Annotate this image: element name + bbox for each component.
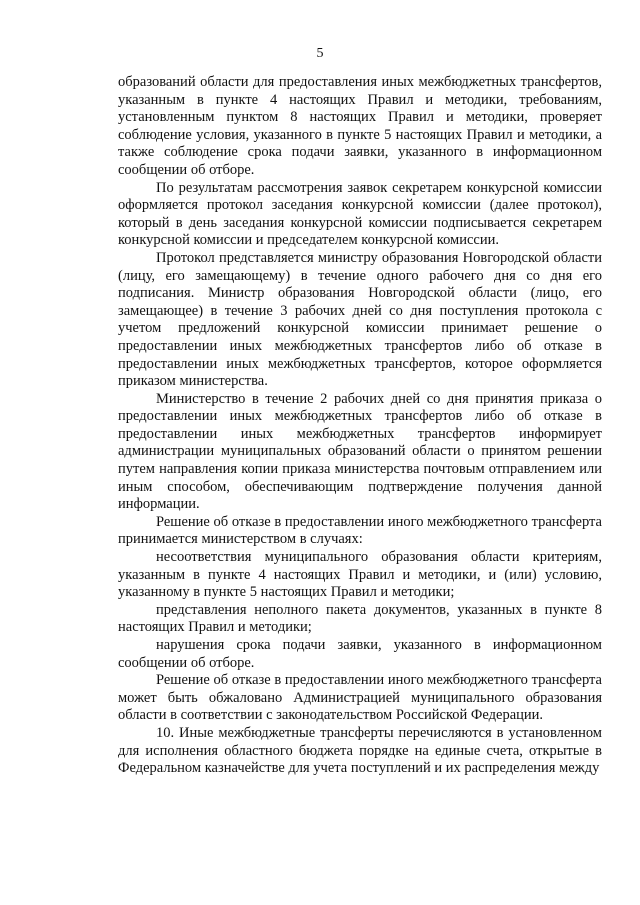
paragraph-protocol-formation: По результатам рассмотрения заявок секретарем конкурсной комиссии оформляется протокол заседания конкурсной комиссии (далее протокол), который в день заседания конкурсной комиссии подписывается секретарем конкурсной комиссии и председателем конкурсной комиссии. (118, 179, 602, 249)
list-item-deadline-violation: нарушения срока подачи заявки, указанного в информационном сообщении об отборе. (118, 637, 602, 671)
paragraph-protocol-submission: Протокол представляется министру образования Новгородской области (лицу, его замещающему) в течение одного рабочего дня со дня его подписания. Министр образования Новгородской области (лицо, его замещающее) в течение 3 рабочих дней со дня поступления протокола с учетом предложений конкурсной комиссии принимает решение о предоставлении иных межбюджетных трансфертов либо об отказе в предоставлении иных межбюджетных трансфертов, которое оформляется приказом министерства. (118, 249, 602, 390)
paragraph-ministry-notification: Министерство в течение 2 рабочих дней со дня принятия приказа о предоставлении иных межбюджетных трансфертов либо об отказе в предоставлении иных межбюджетных трансфертов информирует администрации муниципальных образований области о принятом решении путем направления копии приказа министерства почтовым отправлением или иным способом, обеспечивающим подтверждение получения данной информации. (118, 390, 602, 513)
paragraph-section-10: 10. Иные межбюджетные трансферты перечисляются в установленном для исполнения областного бюджета порядке на единые счета, открытые в Федеральном казначействе для учета поступлений и их распределения между (118, 724, 602, 777)
list-item-criteria-mismatch: несоответствия муниципального образования области критериям, указанным в пункте 4 настоящих Правил и методики, и (или) условию, указанному в пункте 5 настоящих Правил и методики; (118, 549, 602, 601)
paragraph-appeal: Решение об отказе в предоставлении иного межбюджетного трансферта может быть обжаловано Администрацией муниципального образования области в соответствии с законодательством Российской Федерации. (118, 672, 602, 724)
page-number: 5 (316, 46, 324, 61)
document-body (118, 74, 602, 778)
paragraph-refusal-cases: Решение об отказе в предоставлении иного межбюджетного трансферта принимается министерством в случаях: (118, 513, 602, 548)
list-item-incomplete-documents: представления неполного пакета документов, указанных в пункте 8 настоящих Правил и методики; (118, 601, 602, 636)
paragraph-continuation: образований области для предоставления иных межбюджетных трансфертов, указанным в пункте 4 настоящих Правил и методики, требованиям, установленным пунктом 8 настоящих Правил и методики, проверяет соблюдение условия, указанного в пункте 5 настоящих Правил и методики, а также соблюдение срока подачи заявки, указанного в информационном сообщении об отборе. (118, 74, 602, 178)
